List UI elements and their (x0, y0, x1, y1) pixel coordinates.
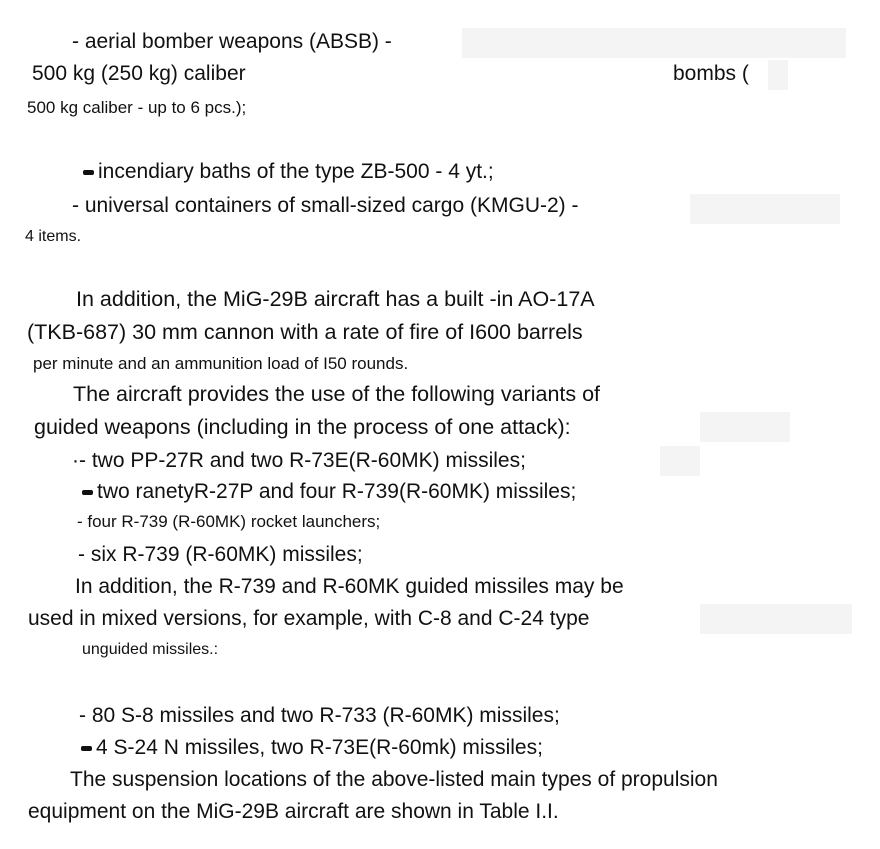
text-line: The aircraft provides the use of the following variants of (73, 382, 601, 406)
scan-artifact (660, 446, 700, 476)
text-line: (TKB-687) 30 mm cannon with a rate of fire of I600 barrels (27, 320, 583, 344)
text-line: 500 kg (250 kg) caliber (32, 62, 246, 85)
text-line: - aerial bomber weapons (ABSB) - (72, 30, 392, 53)
text-line: - six R-739 (R-60MK) missiles; (78, 543, 363, 566)
text-line: per minute and an ammunition load of I50 rounds. (33, 354, 409, 373)
text-line: In addition, the R-739 and R-60MK guided missiles may be (75, 575, 624, 598)
text-line: bombs ( (673, 62, 749, 85)
text-line: - 80 S-8 missiles and two R-733 (R-60MK) missiles; (79, 704, 560, 727)
text-line (82, 481, 576, 502)
scan-artifact (462, 28, 846, 58)
text-line: In addition, the MiG-29B aircraft has a built -in AO-17A (76, 287, 595, 311)
text-line-content: 4 S-24 N missiles, two R-73E(R-60mk) missiles; (96, 736, 543, 759)
text-line: The suspension locations of the above-listed main types of propulsion (70, 768, 718, 791)
dash-bullet (83, 170, 94, 175)
text-line-content: incendiary baths of the type ZB-500 - 4 yt.; (98, 160, 494, 183)
text-line: ·- two PP-27R and two R-73E(R-60MK) missiles; (72, 449, 526, 472)
text-line: unguided missiles.: (82, 641, 219, 658)
text-line: - universal containers of small-sized cargo (KMGU-2) - (72, 194, 579, 217)
scan-artifact (768, 60, 788, 90)
scan-artifact (690, 194, 840, 224)
text-line: - four R-739 (R-60MK) rocket launchers; (77, 512, 381, 531)
text-line (81, 737, 543, 758)
text-line-content: two ranetyR-27P and four R-739(R-60MK) missiles; (97, 480, 577, 503)
scan-artifact (700, 412, 790, 442)
text-line: 4 items. (25, 228, 82, 245)
text-line (83, 161, 494, 182)
scan-artifact (700, 604, 852, 634)
dash-bullet (82, 490, 93, 495)
text-line: guided weapons (including in the process of one attack): (34, 415, 571, 439)
text-line: equipment on the MiG-29B aircraft are shown in Table I.I. (28, 800, 559, 823)
text-line: 500 kg caliber - up to 6 pcs.); (27, 98, 247, 117)
dash-bullet (81, 746, 92, 751)
text-line: used in mixed versions, for example, with C-8 and C-24 type (28, 607, 590, 630)
